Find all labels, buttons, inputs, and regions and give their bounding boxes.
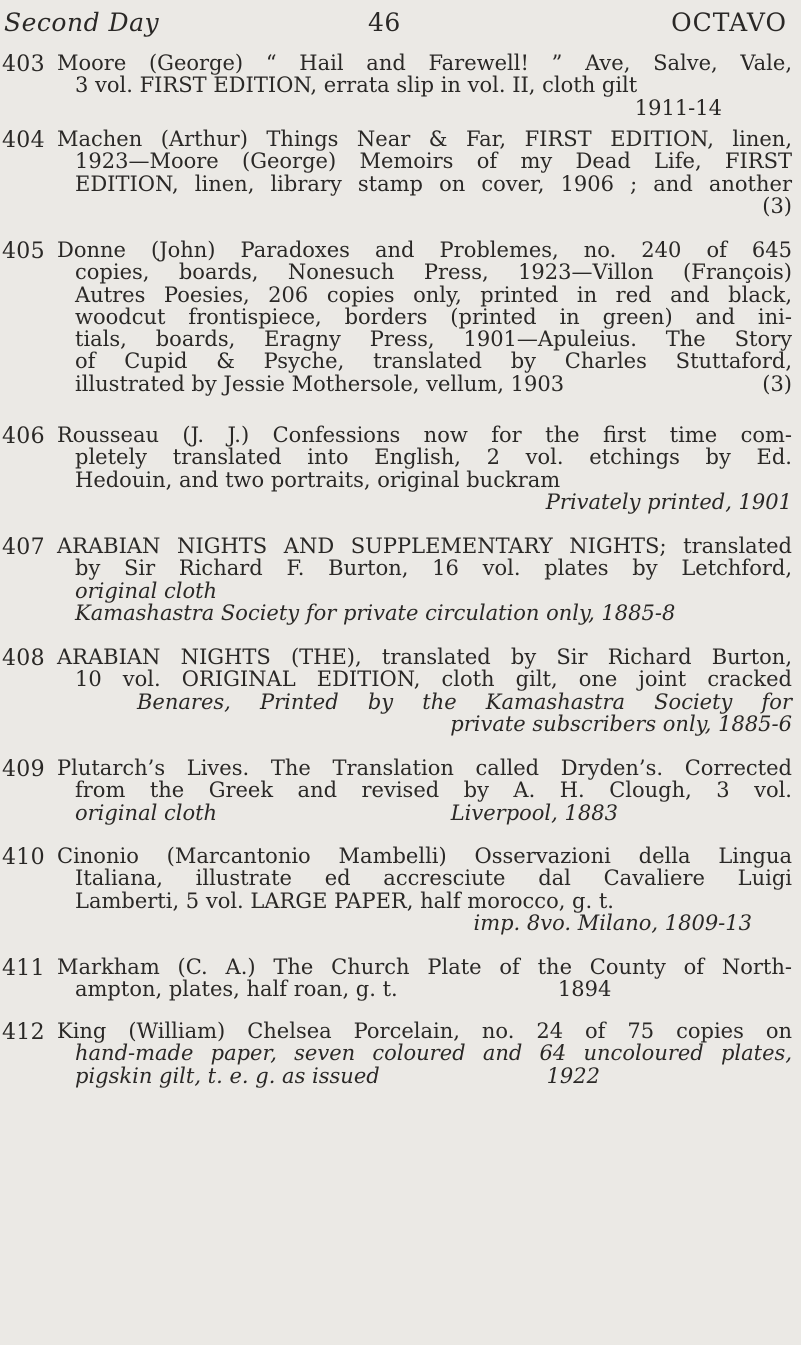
lot-imprint: Kamashastra Society for private circulation only, 1885-8 [75, 600, 676, 625]
lot-number: 412 [2, 1020, 45, 1045]
lot-description [57, 239, 792, 395]
lot-imprint: original cloth Liverpool, 1883 [75, 800, 618, 825]
description-line: pletely translated into English, 2 vol. etchings by Ed. [75, 445, 792, 470]
description-line: illustrated by Jessie Mothersole, vellum, 1903 [75, 371, 565, 396]
lot-description [57, 535, 792, 624]
description-line: pigskin gilt, t. e. g. as issued 1922 [75, 1063, 601, 1088]
lot-quantity: (3) [762, 193, 792, 218]
description-line: Rousseau (J. J.) Confessions now for the first time com- [57, 423, 792, 447]
lot-number: 408 [2, 646, 45, 671]
description-line: ARABIAN NIGHTS (THE), translated by Sir Richard Burton, [57, 645, 792, 669]
description-line: Autres Poesies, 206 copies only, printed in red and black, [75, 282, 792, 307]
header-format: OCTAVO [671, 8, 787, 37]
page-header [0, 8, 801, 48]
description-line: from the Greek and revised by A. H. Clough, 3 vol. [75, 778, 792, 803]
description-line: Hedouin, and two portraits, original buckram [75, 467, 561, 492]
lot-imprint: Privately printed, 1901 [545, 489, 792, 514]
lot-number: 407 [2, 535, 45, 560]
description-line: woodcut frontispiece, borders (printed in green) and ini- [75, 304, 792, 329]
description-line: 3 vol. FIRST EDITION, errata slip in vol. II, cloth gilt [75, 73, 638, 98]
description-line: Italiana, illustrate ed accresciute dal Cavaliere Luigi [75, 866, 792, 891]
description-line: Donne (John) Paradoxes and Problemes, no. 240 of 645 [57, 238, 792, 262]
description-line: Machen (Arthur) Things Near & Far, FIRST EDITION, linen, [57, 127, 792, 151]
description-line: Cinonio (Marcantonio Mambelli) Osservazioni della Lingua [57, 844, 792, 868]
lot-number: 406 [2, 424, 45, 449]
lot-imprint: private subscribers only, 1885-6 [450, 711, 792, 736]
lot-number: 410 [2, 845, 45, 870]
description-line: ampton, plates, half roan, g. t. 1894 [75, 977, 612, 1002]
lot-number: 409 [2, 757, 45, 782]
description-line: Lamberti, 5 vol. LARGE PAPER, half morocco, g. t. [75, 888, 614, 913]
description-line: Plutarch’s Lives. The Translation called Dryden’s. Corrected [57, 756, 792, 780]
description-line: copies, boards, Nonesuch Press, 1923—Villon (François) [75, 260, 792, 285]
description-line: 1923—Moore (George) Memoirs of my Dead Life, FIRST [75, 149, 792, 174]
lot-description [57, 424, 792, 513]
description-line: ARABIAN NIGHTS AND SUPPLEMENTARY NIGHTS; translated [57, 534, 792, 558]
lot-description [57, 1020, 792, 1087]
description-line: 10 vol. ORIGINAL EDITION, cloth gilt, one joint cracked [75, 667, 792, 692]
description-line: original cloth [75, 578, 218, 603]
lot-number: 405 [2, 239, 45, 264]
lot-description [57, 757, 792, 824]
description-line: Markham (C. A.) The Church Plate of the County of North- [57, 955, 792, 979]
lot-description [57, 128, 792, 217]
description-line: of Cupid & Psyche, translated by Charles Stuttaford, [75, 349, 792, 374]
lot-description [57, 646, 792, 735]
description-line: hand-made paper, seven coloured and 64 uncoloured plates, [75, 1041, 792, 1066]
description-line: Moore (George) “ Hail and Farewell! ” Ave, Salve, Vale, [57, 51, 792, 75]
lot-date: 1911-14 [634, 95, 722, 120]
lot-number: 404 [2, 128, 45, 153]
description-line: by Sir Richard F. Burton, 16 vol. plates by Letchford, [75, 556, 792, 581]
description-line: King (William) Chelsea Porcelain, no. 24 of 75 copies on [57, 1019, 792, 1043]
description-line: Benares, Printed by the Kamashastra Society for [137, 689, 792, 714]
lot-description [57, 52, 792, 119]
lot-description [57, 845, 792, 934]
header-sale-day: Second Day [4, 8, 160, 37]
lot-description [57, 956, 792, 1001]
description-line: tials, boards, Eragny Press, 1901—Apuleius. The Story [75, 327, 792, 352]
page-number: 46 [368, 8, 401, 37]
description-line: EDITION, linen, library stamp on cover, 1906 ; and another [75, 171, 792, 196]
lot-imprint: imp. 8vo. Milano, 1809-13 [473, 910, 752, 935]
lot-number: 403 [2, 52, 45, 77]
lot-quantity: (3) [762, 371, 792, 396]
lot-number: 411 [2, 956, 45, 981]
